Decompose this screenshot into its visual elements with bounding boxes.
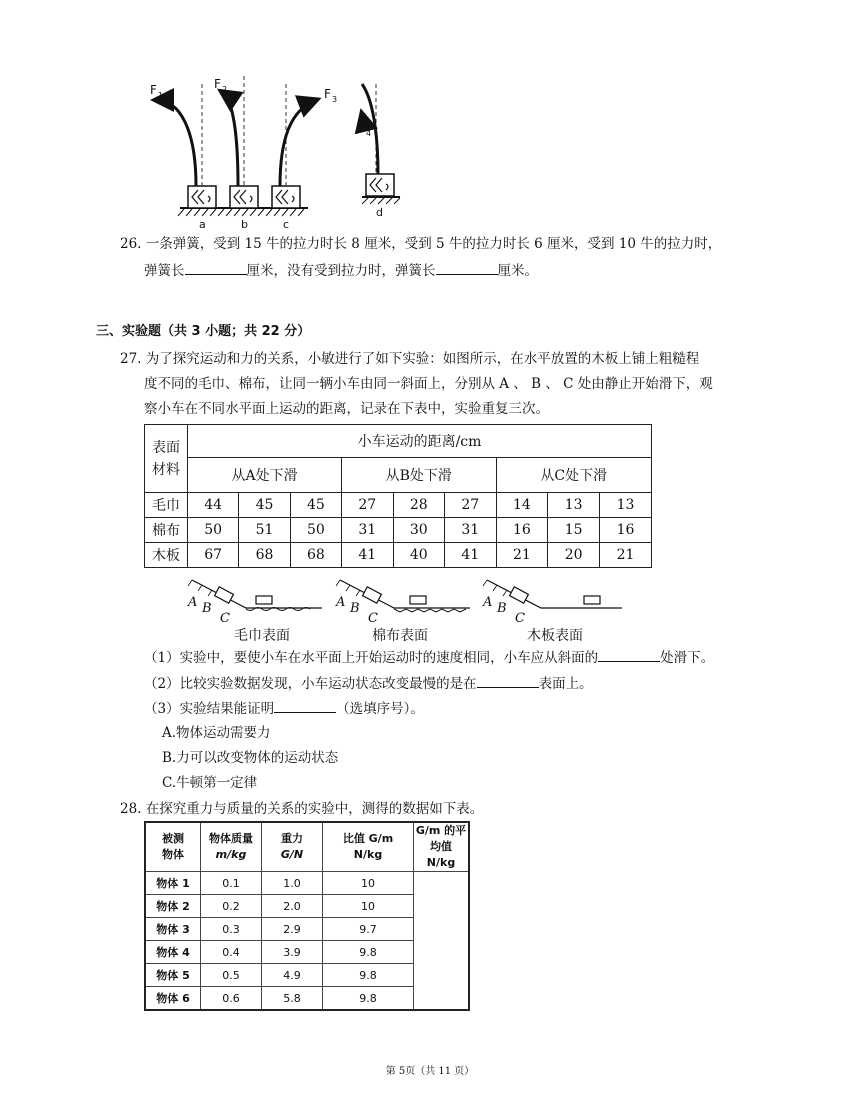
- surface-label-cotton: 棉布表面: [372, 628, 428, 644]
- table-row: 物体 3 0.3 2.9 9.7: [145, 918, 469, 941]
- table-row: 棉布 50 51 50 31 30 31 16 15 16: [145, 518, 652, 543]
- table-row: 物体 6 0.6 5.8 9.8: [145, 987, 469, 1011]
- surface-label-towel: 毛巾表面: [234, 628, 290, 644]
- q26-blank-2[interactable]: [436, 260, 498, 275]
- q27-line2: 度不同的毛巾、棉布，让同一辆小车由同一斜面上，分别从 A 、 B 、 C 处由静止开始滑下，观: [144, 376, 713, 392]
- spring-label-d: d: [376, 206, 383, 219]
- q26-text-c: 厘米。: [497, 263, 538, 279]
- section-title: 三、实验题（共 3 小题；共 22 分）: [96, 324, 311, 339]
- q27-option-c: C.牛顿第一定律: [162, 775, 258, 791]
- spring-force-figure: [140, 70, 430, 230]
- q26-line2: [144, 260, 538, 281]
- q27-line3: 察小车在不同水平面上运动的距离，记录在下表中，实验重复三次。: [144, 401, 549, 417]
- q27-option-a: A.物体运动需要力: [162, 725, 271, 741]
- f2-subscript: 2: [222, 85, 228, 94]
- distance-header: 小车运动的距离/cm: [188, 425, 652, 458]
- q27-sub1: （1）实验中，要使小车在水平面上开始运动时的速度相同，小车应从斜面的 处滑下。: [144, 647, 714, 668]
- header-mass: 物体质量 m/kg: [201, 822, 262, 872]
- q26-line1: 26. 一条弹簧，受到 15 牛的拉力时长 8 厘米，受到 5 牛的拉力时长 6 厘米，受到 10 牛的拉力时，: [120, 236, 722, 252]
- table-corner-header: 表面 材料: [145, 425, 188, 493]
- q26-text-a: 弹簧长: [144, 263, 185, 279]
- point-label-c: C: [515, 611, 525, 626]
- gravity-mass-table: [144, 821, 470, 1011]
- table-row: 物体 4 0.4 3.9 9.8: [145, 941, 469, 964]
- point-label-a: A: [188, 595, 198, 610]
- q28-line1: 28. 在探究重力与质量的关系的实验中，测得的数据如下表。: [120, 801, 484, 817]
- header-object: 被测 物体: [145, 822, 201, 872]
- q27-blank-3[interactable]: [274, 698, 336, 713]
- incline-diagrams: [182, 578, 622, 644]
- f1-subscript: 1: [158, 91, 164, 100]
- q26-text-b: 厘米，没有受到拉力时，弹簧长: [246, 263, 436, 279]
- table-row: 物体 2 0.2 2.0 10: [145, 895, 469, 918]
- spring-label-b: b: [241, 218, 248, 230]
- point-label-b: B: [350, 601, 360, 616]
- table-row: 毛巾 44 45 45 27 28 27 14 13 13: [145, 493, 652, 518]
- q26-blank-1[interactable]: [185, 260, 247, 275]
- distance-table: [144, 424, 652, 568]
- point-label-a: A: [483, 595, 493, 610]
- q27-sub2: （2）比较实验数据发现，小车运动状态改变最慢的是在 表面上。: [144, 673, 593, 694]
- point-label-b: B: [202, 601, 212, 616]
- group-b-header: 从B处下滑: [342, 458, 496, 493]
- spring-label-c: c: [283, 218, 290, 230]
- header-average: G/m 的平均值 N/kg: [414, 822, 470, 872]
- f3-subscript: 3: [332, 95, 338, 104]
- table-row: 物体 1 0.1 1.0 10: [145, 872, 469, 895]
- force-label-f3: F: [324, 87, 331, 101]
- page-footer: 第 5页（共 11 页）: [385, 1066, 475, 1077]
- f4-subscript: 4: [366, 129, 372, 138]
- average-answer-cell[interactable]: [414, 872, 470, 1011]
- group-c-header: 从C处下滑: [496, 458, 651, 493]
- q27-blank-2[interactable]: [477, 673, 539, 688]
- table-row: 木板 67 68 68 41 40 41 21 20 21: [145, 543, 652, 568]
- q27-sub3: （3）实验结果能证明 （选填序号）。: [144, 698, 424, 719]
- force-label-f1: F: [150, 83, 157, 97]
- table-row: 物体 5 0.5 4.9 9.8: [145, 964, 469, 987]
- point-label-b: B: [497, 601, 507, 616]
- q27-option-b: B.力可以改变物体的运动状态: [162, 750, 339, 766]
- surface-label-wood: 木板表面: [527, 628, 583, 644]
- header-gravity: 重力 G/N: [262, 822, 323, 872]
- group-a-header: 从A处下滑: [188, 458, 342, 493]
- force-label-f4: F: [358, 121, 365, 135]
- force-label-f2: F: [214, 77, 221, 91]
- q27-line1: 27. 为了探究运动和力的关系，小敏进行了如下实验：如图所示，在水平放置的木板上铺上粗糙程: [120, 351, 700, 367]
- header-ratio: 比值 G/m N/kg: [323, 822, 414, 872]
- point-label-c: C: [368, 611, 378, 626]
- point-label-a: A: [336, 595, 346, 610]
- spring-label-a: a: [199, 218, 206, 230]
- q27-blank-1[interactable]: [598, 647, 660, 662]
- point-label-c: C: [220, 611, 230, 626]
